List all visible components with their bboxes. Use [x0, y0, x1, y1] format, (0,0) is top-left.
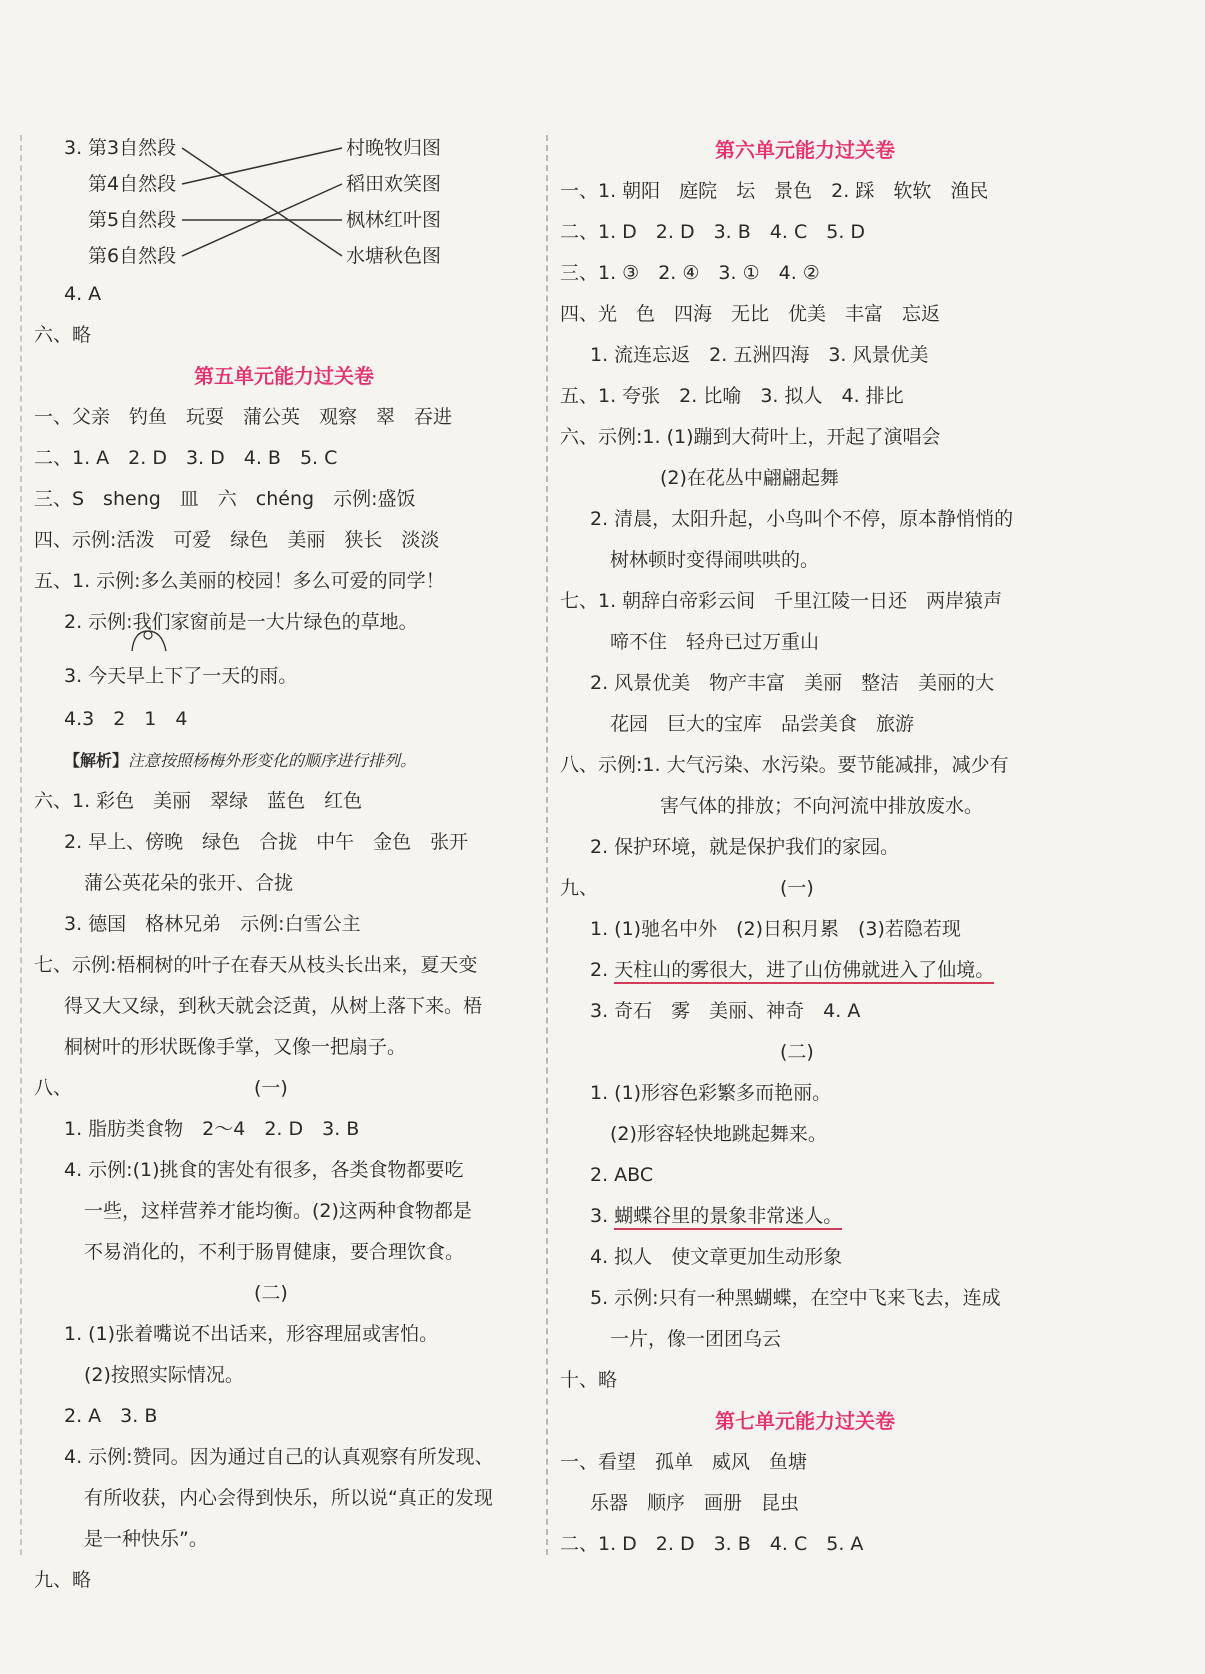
u5-8-sub1: (一) — [254, 1077, 288, 1099]
u5-5-3-part-b: 早上 — [126, 665, 165, 687]
match-right-1: 村晚牧归图 — [346, 137, 442, 159]
u5-6-3: 3. 德国 格林兄弟 示例:白雪公主 — [64, 913, 361, 935]
unit6-title: 第六单元能力过关卷 — [715, 138, 895, 162]
u6-9-2-underlined: 天柱山的雾很大，进了山仿佛就进入了仙境。 — [614, 959, 994, 984]
u6-4b: 1. 流连忘返 2. 五洲四海 3. 风景优美 — [590, 344, 929, 366]
match-left-1: 第3自然段 — [88, 137, 177, 159]
note-label: 【解析】 — [64, 751, 129, 770]
u6-9-b1a: 1. (1)形容色彩繁多而艳丽。 — [590, 1082, 832, 1104]
u6-9-sub1: (一) — [780, 877, 814, 899]
unit7-title: 第七单元能力过关卷 — [715, 1409, 895, 1433]
note-text: 注意按照杨梅外形变化的顺序进行排列。 — [128, 751, 417, 770]
u5-6-2a: 2. 早上、傍晚 绿色 合拢 中午 金色 张开 — [64, 831, 469, 853]
column-divider — [546, 135, 548, 1555]
u6-9-b5a: 5. 示例:只有一种黑蝴蝶，在空中飞来飞去，连成 — [590, 1287, 1001, 1309]
match-right-4: 水塘秋色图 — [346, 245, 442, 267]
u6-6b: (2)在花丛中翩翩起舞 — [660, 467, 839, 489]
match-lines — [34, 130, 534, 274]
u5-5-3 — [34, 643, 534, 699]
u6-7d: 花园 巨大的宝库 品尝美食 旅游 — [610, 713, 915, 735]
match-right-2: 稻田欢笑图 — [346, 173, 442, 195]
u5-6-2b: 蒲公英花朵的张开、合拢 — [84, 872, 294, 894]
u5-5-3-part-a: 3. 今天 — [64, 665, 127, 687]
u5-7c: 桐树叶的形状既像手掌，又像一把扇子。 — [64, 1036, 407, 1058]
u6-2: 二、1. D 2. D 3. B 4. C 5. D — [560, 221, 866, 243]
u6-6c: 2. 清晨，太阳升起，小鸟叫个不停，原本静悄悄的 — [590, 508, 1014, 530]
u6-9-2-prefix: 2. — [590, 959, 609, 981]
u5-5-1: 五、1. 示例:多么美丽的校园！多么可爱的同学！ — [34, 570, 445, 592]
left-column — [34, 130, 534, 1601]
u6-3: 三、1. ③ 2. ④ 3. ① 4. ② — [560, 262, 820, 284]
match-right-3: 枫林红叶图 — [346, 209, 442, 231]
u5-8-sub2-row — [34, 1273, 534, 1314]
u5-8-sub2: (二) — [254, 1282, 288, 1304]
u6-9-b3-prefix: 3. — [590, 1205, 609, 1227]
u7-1b: 乐器 顺序 画册 昆虫 — [590, 1492, 800, 1514]
u5-1: 一、父亲 钓鱼 玩耍 蒲公英 观察 翠 吞进 — [34, 406, 453, 428]
u5-5-3-part-c: 下了一天的雨。 — [164, 665, 298, 687]
u6-9-b5b: 一片，像一团团乌云 — [610, 1328, 782, 1350]
u6-9-1: 1. (1)驰名中外 (2)日积月累 (3)若隐若现 — [590, 918, 961, 940]
inserted-word — [126, 643, 164, 709]
u6-9-header — [560, 868, 1050, 909]
u6-9-2 — [560, 950, 1050, 991]
matching-exercise — [34, 130, 534, 274]
u6-9-b3-underlined: 蝴蝶谷里的景象非常迷人。 — [614, 1205, 842, 1230]
u6-1: 一、1. 朝阳 庭院 坛 景色 2. 踩 软软 渔民 — [560, 180, 989, 202]
u5-8-header — [34, 1068, 534, 1109]
u5-8-b1b: (2)按照实际情况。 — [84, 1364, 244, 1386]
u6-7b: 啼不住 轻舟已过万重山 — [610, 631, 820, 653]
match-left-2: 第4自然段 — [88, 173, 177, 195]
u5-8-b4a: 4. 示例:赞同。因为通过自己的认真观察有所发现、 — [64, 1446, 494, 1468]
l-6: 六、略 — [34, 324, 92, 346]
u5-3: 三、S sheng 皿 六 chéng 示例:盛饭 — [34, 488, 416, 510]
u6-9-sub2: (二) — [780, 1041, 814, 1063]
u5-7a: 七、示例:梧桐树的叶子在春天从枝头长出来，夏天变 — [34, 954, 478, 976]
u6-9-b2: 2. ABC — [590, 1164, 654, 1186]
u6-9-sub2-row — [560, 1032, 1050, 1073]
u5-8-b4b: 有所收获，内心会得到快乐，所以说“真正的发现 — [84, 1487, 493, 1509]
u5-2: 二、1. A 2. D 3. D 4. B 5. C — [34, 447, 338, 469]
u7-1a: 一、看望 孤单 威风 鱼塘 — [560, 1451, 808, 1473]
u5-5-2: 2. 示例:我们家窗前是一大片绿色的草地。 — [64, 611, 418, 633]
u6-5: 五、1. 夸张 2. 比喻 3. 拟人 4. 排比 — [560, 385, 904, 407]
insertion-mark-icon — [128, 625, 172, 653]
match-left-3: 第5自然段 — [88, 209, 177, 231]
u7-2: 二、1. D 2. D 3. B 4. C 5. A — [560, 1533, 864, 1555]
u5-6-1: 六、1. 彩色 美丽 翠绿 蓝色 红色 — [34, 790, 363, 812]
u5-4: 四、示例:活泼 可爱 绿色 美丽 狭长 淡淡 — [34, 529, 440, 551]
u6-9-b4: 4. 拟人 使文章更加生动形象 — [590, 1246, 843, 1268]
u6-9-b1b: (2)形容轻快地跳起舞来。 — [610, 1123, 827, 1145]
u5-5-4: 4.3 2 1 4 — [64, 708, 188, 730]
u6-4: 四、光 色 四海 无比 优美 丰富 忘返 — [560, 303, 941, 325]
unit5-title: 第五单元能力过关卷 — [194, 364, 374, 388]
u5-8-1: 1. 脂肪类食物 2～4 2. D 3. B — [64, 1118, 360, 1140]
u5-8-label: 八、 — [34, 1077, 73, 1099]
u6-6d: 树林顿时变得闹哄哄的。 — [610, 549, 820, 571]
right-column — [560, 130, 1050, 1565]
u6-7c: 2. 风景优美 物产丰富 美丽 整洁 美丽的大 — [590, 672, 995, 694]
u6-7a: 七、1. 朝辞白帝彩云间 千里江陵一日还 两岸猿声 — [560, 590, 1003, 612]
u5-7b: 得又大又绿，到秋天就会泛黄，从树上落下来。梧 — [64, 995, 483, 1017]
u5-8-b1a: 1. (1)张着嘴说不出话来，形容理屈或害怕。 — [64, 1323, 439, 1345]
u6-9-3: 3. 奇石 雾 美丽、神奇 4. A — [590, 1000, 861, 1022]
match-prefix: 3. — [64, 137, 83, 159]
u6-8b: 害气体的排放；不向河流中排放废水。 — [660, 795, 984, 817]
u6-6a: 六、示例:1. (1)蹦到大荷叶上，开起了演唱会 — [560, 426, 941, 448]
u5-8-4a: 4. 示例:(1)挑食的害处有很多，各类食物都要吃 — [64, 1159, 464, 1181]
l-4a: 4. A — [64, 283, 102, 305]
u6-8c: 2. 保护环境，就是保护我们的家园。 — [590, 836, 900, 858]
u5-8-4c: 不易消化的，不利于肠胃健康，要合理饮食。 — [84, 1241, 465, 1263]
u5-8-4b: 一些，这样营养才能均衡。(2)这两种食物都是 — [84, 1200, 472, 1222]
u5-9: 九、略 — [34, 1569, 92, 1591]
u5-8-b4c: 是一种快乐”。 — [84, 1528, 208, 1550]
u6-8a: 八、示例:1. 大气污染、水污染。要节能减排，减少有 — [560, 754, 1009, 776]
u6-9-label: 九、 — [560, 877, 599, 899]
u6-10: 十、略 — [560, 1369, 618, 1391]
u5-note — [34, 740, 534, 781]
u5-8-b2: 2. A 3. B — [64, 1405, 158, 1427]
u6-9-b3 — [560, 1196, 1050, 1237]
match-left-4: 第6自然段 — [88, 245, 177, 267]
left-margin-line — [20, 135, 22, 1555]
